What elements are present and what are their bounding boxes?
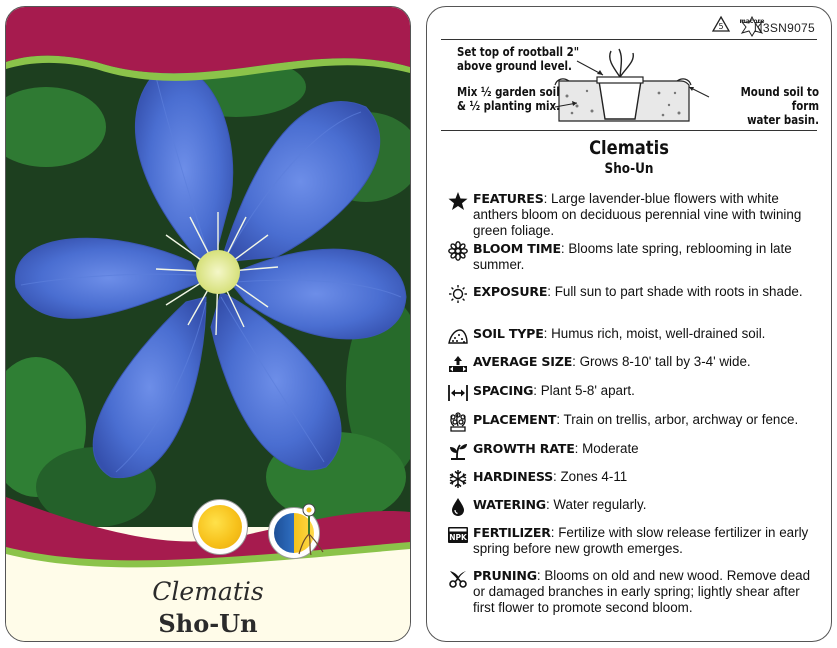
attribute-exposure: EXPOSURE: Full sun to part shade with roots in shade. (447, 284, 823, 326)
water-basin-note: Mound soil to form water basin. (740, 84, 819, 127)
attribute-fertilizer: NPK FERTILIZER: Fertilize with slow release fertilizer in early spring before new growth emerges. (447, 525, 823, 568)
attribute-placement: PLACEMENT: Train on trellis, arbor, archway or fence. (447, 412, 823, 441)
front-cultivar-name: Sho-Un (158, 609, 258, 638)
sun-icon (447, 284, 469, 304)
plant-roots-icon (297, 500, 327, 556)
full-sun-badge (192, 499, 248, 555)
divider (441, 130, 817, 131)
attribute-watering: WATERING: Water regularly. (447, 497, 823, 525)
part-shade-badge (268, 507, 320, 559)
rootball-note: Set top of rootball 2" above ground level. (457, 44, 580, 73)
full-sun-icon (198, 505, 242, 549)
size-icon (447, 354, 469, 374)
back-common-name: Clematis (589, 137, 669, 159)
attribute-average-size: AVERAGE SIZE: Grows 8-10' tall by 3-4' wide. (447, 354, 823, 383)
back-cultivar-name: Sho-Un (604, 161, 654, 177)
pruning-shears-icon (447, 568, 469, 588)
sku-code: N3SN9075 (753, 21, 815, 35)
plant-tag-back (426, 6, 832, 642)
attribute-soil-type: SOIL TYPE: Humus rich, moist, well-drained soil. (447, 326, 823, 354)
planting-diagram (427, 41, 831, 131)
flower-icon (447, 241, 469, 261)
attribute-hardiness: HARDINESS: Zones 4-11 (447, 469, 823, 497)
svg-text:macore: macore (739, 18, 765, 25)
placement-icon (447, 412, 469, 432)
tag-header-bar (441, 13, 817, 40)
spacing-icon (447, 383, 469, 403)
snowflake-icon (447, 469, 469, 489)
front-common-name: Clematis (152, 577, 264, 606)
attribute-spacing: SPACING: Plant 5-8' apart. (447, 383, 823, 412)
water-drop-icon (447, 497, 469, 517)
plant-tag-front (5, 6, 411, 642)
attribute-features: FEATURES: Large lavender-blue flowers with white anthers bloom on deciduous perennial vine with twining green foliage. (447, 191, 823, 241)
soil-icon (447, 326, 469, 346)
soil-mix-note: Mix ½ garden soil & ½ planting mix. (457, 84, 561, 113)
svg-text:NPK: NPK (449, 533, 467, 542)
star-icon (447, 191, 469, 211)
attribute-growth-rate: GROWTH RATE: Moderate (447, 441, 823, 469)
growth-icon (447, 441, 469, 461)
recycle-icon (711, 15, 731, 35)
npk-icon (447, 525, 469, 545)
svg-text:5: 5 (718, 22, 724, 31)
care-attribute-list (447, 191, 823, 620)
attribute-bloom-time: BLOOM TIME: Blooms late spring, reblooming in late summer. (447, 241, 823, 284)
attribute-pruning: PRUNING: Blooms on old and new wood. Remove dead or damaged branches in early spring; lightly shear after first flower to promote second bloom. (447, 568, 823, 620)
